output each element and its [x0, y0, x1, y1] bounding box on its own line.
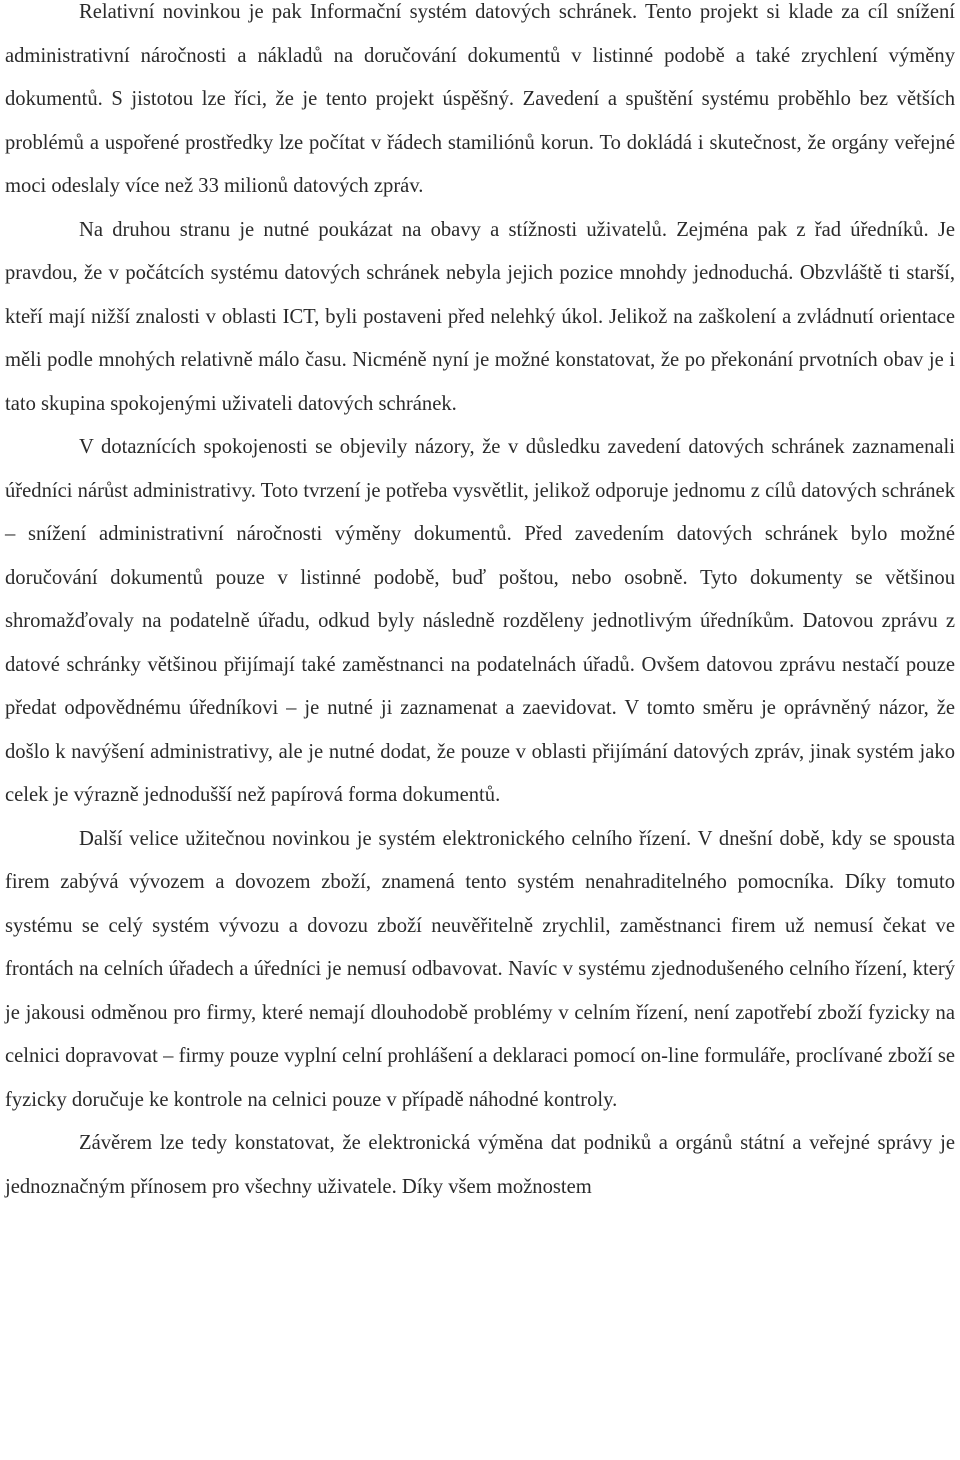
paragraph-dotazniky-spokojenosti: V dotaznících spokojenosti se objevily názory, že v důsledku zavedení datových schránek zaznamenali úředníci nárůst administrativy. Toto tvrzení je potřeba vysvětlit, jelikož odporuje jednomu z cílů datových schránek – snížení administrativní náročnosti výměny dokumentů. Před zavedením datových schránek bylo možné doručování dokumentů pouze v listinné podobě, buď poštou, nebo osobně. Tyto dokumenty se většinou shromažďovaly na podatelně úřadu, odkud byly následně rozděleny jednotlivým úředníkům. Datovou zprávu z datové schránky většinou přijímají také zaměstnanci na podatelnách úřadů. Ovšem datovou zprávu nestačí pouze předat odpovědnému úředníkovi – je nutné ji zaznamenat a zaevidovat. V tomto směru je oprávněný názor, že došlo k navýšení administrativy, ale je nutné dodat, že pouze v oblasti přijímání datových zpráv, jinak systém jako celek je výrazně jednodušší než papírová forma dokumentů.: [5, 436, 955, 806]
paragraph-datove-schranky: Relativní novinkou je pak Informační systém datových schránek. Tento projekt si klade za cíl snížení administrativní náročnosti a nákladů na doručování dokumentů v listinné podobě a také zrychlení výměny dokumentů. S jistotou lze říci, že je tento projekt úspěšný. Zavedení a spuštění systému proběhlo bez větších problémů a uspořené prostředky lze počítat v řádech stamiliónů korun. To dokládá i skutečnost, že orgány veřejné moci odeslaly více než 33 milionů datových zpráv.: [5, 1, 955, 197]
paragraph-zaver: Závěrem lze tedy konstatovat, že elektronická výměna dat podniků a orgánů státní a veřejné správy je jednoznačným přínosem pro všechny uživatele. Díky všem možnostem: [5, 1132, 955, 1198]
document-page: [5, 0, 955, 1209]
paragraph-celni-rizeni: Další velice užitečnou novinkou je systém elektronického celního řízení. V dnešní době, kdy se spousta firem zabývá vývozem a dovozem zboží, znamená tento systém nenahraditelného pomocníka. Díky tomuto systému se celý systém vývozu a dovozu zboží neuvěřitelně zrychlil, zaměstnanci firem už nemusí čekat ve frontách na celních úřadech a úředníci je nemusí odbavovat. Navíc v systému zjednodušeného celního řízení, který je jakousi odměnou pro firmy, které nemají dlouhodobě problémy v celním řízení, není zapotřebí zboží fyzicky na celnici dopravovat – firmy pouze vyplní celní prohlášení a deklaraci pomocí on-line formuláře, proclívané zboží se fyzicky doručuje ke kontrole na celnici pouze v případě náhodné kontroly.: [5, 827, 955, 1111]
paragraph-obavy-uzivatelu: Na druhou stranu je nutné poukázat na obavy a stížnosti uživatelů. Zejména pak z řad úředníků. Je pravdou, že v počátcích systému datových schránek nebyla jejich pozice mnohdy jednoduchá. Obzvláště ti starší, kteří mají nižší znalosti v oblasti ICT, byli postaveni před nelehký úkol. Jelikož na zaškolení a zvládnutí orientace měli podle mnohých relativně málo času. Nicméně nyní je možné konstatovat, že po překonání prvotních obav je i tato skupina spokojenými uživateli datových schránek.: [5, 218, 955, 415]
